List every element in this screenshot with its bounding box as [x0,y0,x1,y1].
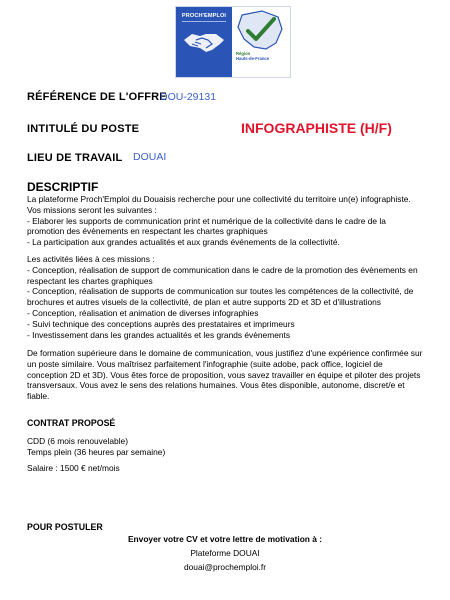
paragraph-line: fiable. [27,391,50,402]
description-activities [27,254,418,340]
apply-platform: Plateforme DOUAI [190,548,260,558]
job-title: INFOGRAPHISTE (H/F) [241,120,392,136]
handshake-icon [182,26,226,58]
contract-hours: Temps plein (36 heures par semaine) [27,446,166,457]
apply-instruction: Envoyer votre CV et votre lettre de motivation à : [127,534,323,544]
paragraph-line: - Conception, réalisation de support de communication dans le cadre de la promotion des évènements en [27,264,418,275]
paragraph-line: un poste similaire. Vous maîtrisez parfaitement l'infographie (suite adobe, pack office, logiciel de [27,358,383,369]
paragraph-line: transversaux. Vous avez le sens des relations humaines. Vous êtes disponible, autonome, discret/e et [27,380,405,391]
paragraph-line: - Elaborer les supports de communication print et numérique de la collectivité dans le cadre de la [27,215,386,226]
region-name: Hauts-de-France [236,56,270,61]
description-intro [27,194,411,248]
location-value: DOUAI [133,151,167,163]
logo-brand-panel [176,7,232,77]
reference-label: RÉFÉRENCE DE L'OFFRE [27,91,167,103]
apply-email-link[interactable]: douai@prochemploi.fr [183,562,267,572]
paragraph-line: La plateforme Proch'Emploi du Douaisis recherche pour une collectivité du territoire un(e) infographiste. [27,194,411,204]
paragraph-line: - Investissement dans les grandes actualités et les grands évènements [27,329,291,340]
paragraph-line: Vos missions seront les suivantes : [27,204,157,215]
logo-region-text [236,51,269,61]
paragraph-line: - Conception, réalisation de supports de communication sur toutes les compétences de la collectivité, de [27,286,414,297]
paragraph-line: respectant les chartes graphiques [27,275,153,286]
prochemploi-logo [175,6,291,78]
logo-region-panel [232,7,290,77]
description-profile [27,348,422,402]
region-map-icon [232,9,288,53]
logo-brand-text: PROCH'EMPLOI [181,13,227,19]
paragraph-line: - Suivi technique des conceptions auprès des prestataires et imprimeurs [27,318,295,329]
contract-details [27,436,165,458]
position-label: INTITULÉ DU POSTE [27,123,140,135]
paragraph-line: promotion des évènements en respectant les chartes graphiques [27,226,268,237]
apply-block [0,534,450,573]
paragraph-line: - Conception, réalisation et animation de diverses infographies [27,307,259,318]
location-label: LIEU DE TRAVAIL [27,152,123,164]
reference-value: DOU-29131 [160,91,217,103]
contract-salary: Salaire : 1500 € net/mois [27,463,120,473]
description-title: DESCRIPTIF [27,180,99,194]
logo-divider [182,21,226,22]
paragraph-line: De formation supérieure dans le domaine de communication, vous justifiez d'une expérience confirmée sur [27,348,423,358]
contract-type: CDD (6 mois renouvelable) [27,436,129,446]
region-label: Région [236,51,251,56]
paragraph-line: brochures et autres visuels de la collectivité, de plan et autre supports 2D et 3D et d'illustrations [27,297,381,308]
apply-title: POUR POSTULER [27,522,103,532]
contract-title: CONTRAT PROPOSÉ [27,418,116,428]
paragraph-line: - La participation aux grandes actualités et aux grands événements de la collectivité. [27,237,340,248]
paragraph-line: conception 2D et 3D). Vous êtes force de proposition, vous savez travailler en équipe et piloter des projets [27,369,421,380]
paragraph-line: Les activités liées à ces missions : [27,254,155,264]
